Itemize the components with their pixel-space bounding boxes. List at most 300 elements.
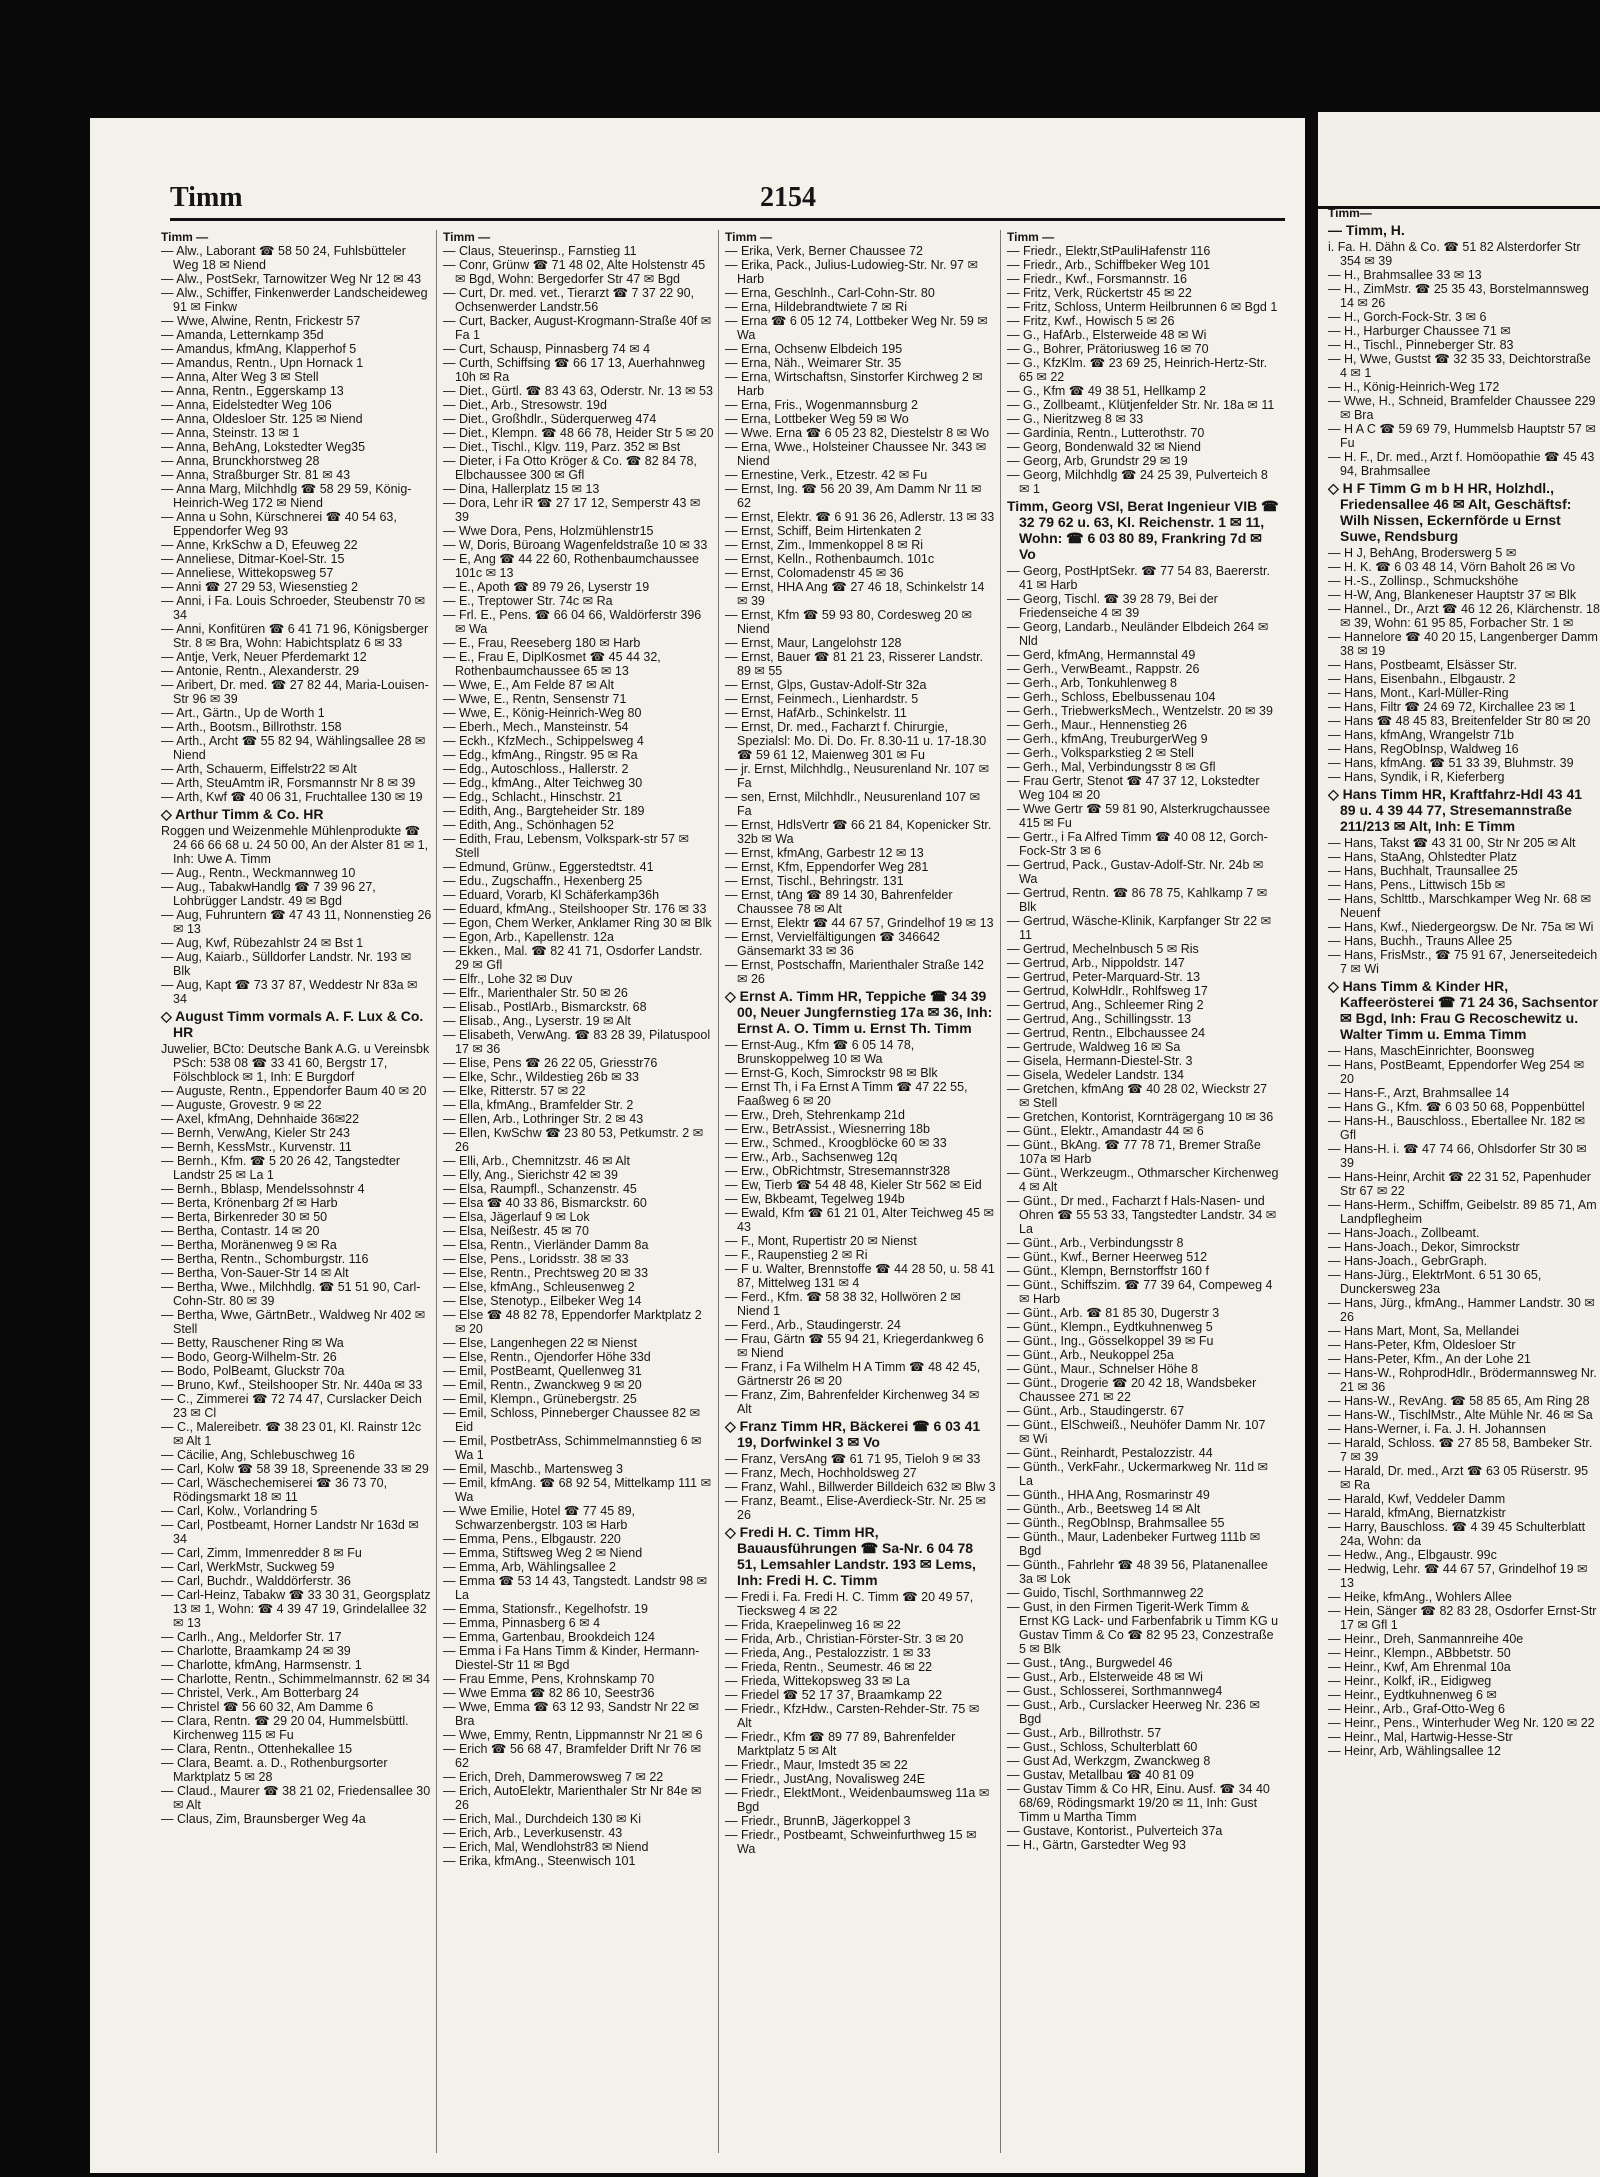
directory-entry: — Ew, Tierb ☎ 54 48 48, Kieler Str 562 ✉ Eid xyxy=(725,1178,982,1192)
directory-entry: — Claus, Steuerinsp., Farnstieg 11 xyxy=(443,244,637,258)
directory-entry: — Ernst, kfmAng, Garbestr 12 ✉ 13 xyxy=(725,846,924,860)
directory-entry: — Hans, MaschEinrichter, Boonsweg xyxy=(1328,1044,1535,1058)
directory-entry: — Gerd, kfmAng, Hermannstal 49 xyxy=(1007,648,1196,662)
directory-entry: — Emil, Rentn., Zwanckweg 9 ✉ 20 xyxy=(443,1378,642,1392)
directory-entry: — Günt., Arb. ☎ 81 85 30, Dugerstr 3 xyxy=(1007,1306,1220,1320)
directory-entry: — Wwe Emma ☎ 82 86 10, Seestr36 xyxy=(443,1686,655,1700)
directory-entry: — Edg., Schlacht., Hinschstr. 21 xyxy=(443,790,623,804)
directory-entry: — Georg, Tischl. ☎ 39 28 79, Bei der Friedenseiche 4 ✉ 39 xyxy=(1007,592,1218,620)
directory-entry: — Hans ☎ 48 45 83, Breitenfelder Str 80 ✉ 20 xyxy=(1328,714,1591,728)
directory-entry: — Carl-Heinz, Tabakw ☎ 33 30 31, Georgsplatz 13 ✉ 1, Wohn: ☎ 4 39 47 19, Grindelallee 32 ✉ 13 xyxy=(161,1588,431,1630)
directory-entry: — Günt., BkAng. ☎ 77 78 71, Bremer Straße 107a ✉ Harb xyxy=(1007,1138,1261,1166)
directory-entry: ◇ Arthur Timm & Co. HR xyxy=(161,806,324,822)
column-head: Timm — xyxy=(161,230,209,244)
directory-entry: — Ekken., Mal. ☎ 82 41 71, Osdorfer Landstr. 29 ✉ Gfl xyxy=(443,944,703,972)
directory-entry: — Erich, Mal, Wendlohstr83 ✉ Niend xyxy=(443,1840,649,1854)
directory-entry: — Bruno, Kwf., Steilshooper Str. Nr. 440a ✉ 33 xyxy=(161,1378,423,1392)
directory-entry: — Emil, PostbetrAss, Schimmelmannstieg 6 ✉ Wa 1 xyxy=(443,1434,702,1462)
directory-entry: — Günth., VerkFahr., Uckermarkweg Nr. 11d ✉ La xyxy=(1007,1460,1269,1488)
directory-entry: — Anna, Eidelstedter Weg 106 xyxy=(161,398,332,412)
directory-entry: — E., Frau E, DiplKosmet ☎ 45 44 32, Rothenbaumchaussee 65 ✉ 13 xyxy=(443,650,661,678)
directory-entry: — Hans, Pens., Littwisch 15b ✉ xyxy=(1328,878,1506,892)
directory-entry: — Erna, Geschlnh., Carl-Cohn-Str. 80 xyxy=(725,286,935,300)
directory-entry: — Friedr., Kfm ☎ 89 77 89, Bahrenfelder Marktplatz 5 ✉ Alt xyxy=(725,1730,956,1758)
directory-entry: — Diet., Klempn. ☎ 48 66 78, Heider Str 5 ✉ 20 xyxy=(443,426,714,440)
directory-entry: — Ernst, Schiff, Beim Hirtenkaten 2 xyxy=(725,524,922,538)
directory-entry: — Emil, PostBeamt, Quellenweg 31 xyxy=(443,1364,642,1378)
directory-entry: — Auguste, Grovestr. 9 ✉ 22 xyxy=(161,1098,322,1112)
directory-entry: — Fritz, Verk, Rückertstr 45 ✉ 22 xyxy=(1007,286,1192,300)
directory-entry: — Ferd., Arb., Staudingerstr. 24 xyxy=(725,1318,901,1332)
directory-entry: ◇ Hans Timm HR, Kraftfahrz-Hdl 43 41 89 u. 4 39 44 77, Stresemannstraße 211/213 ✉ Alt, Inh: E Timm xyxy=(1328,786,1583,834)
directory-entry: — Anni, Konfitüren ☎ 6 41 71 96, Königsberger Str. 8 ✉ Bra, Wohn: Habichtsplatz 6 ✉ 33 xyxy=(161,622,429,650)
directory-entry: — Gust., Arb., Billrothstr. 57 xyxy=(1007,1726,1162,1740)
directory-entry: — Erw., Arb., Sachsenweg 12q xyxy=(725,1150,898,1164)
directory-entry: — Heinr., Klempn., ABbbetstr. 50 xyxy=(1328,1646,1511,1660)
directory-entry: — Günt., Arb., Staudingerstr. 67 xyxy=(1007,1404,1185,1418)
directory-entry: — Erna, Ochsenw Elbdeich 195 xyxy=(725,342,903,356)
column-head: Timm— xyxy=(1328,206,1372,220)
directory-entry: — Anneliese, Ditmar-Koel-Str. 15 xyxy=(161,552,345,566)
directory-entry: — H. F., Dr. med., Arzt f. Homöopathie ☎ 45 43 94, Brahmsallee xyxy=(1328,450,1595,478)
directory-entry: — Frau Emme, Pens, Krohnskamp 70 xyxy=(443,1672,655,1686)
directory-page-right xyxy=(1318,112,1600,2177)
directory-entry: — Erika, Pack., Julius-Ludowieg-Str. Nr. 97 ✉ Harb xyxy=(725,258,978,286)
directory-entry: — Hans, Filtr ☎ 24 69 72, Kirchallee 23 ✉ 1 xyxy=(1328,700,1576,714)
directory-entry: — Heinr, Arb, Wählingsallee 12 xyxy=(1328,1744,1502,1758)
directory-entry: — Carl, Buchdr., Walddörferstr. 36 xyxy=(161,1574,351,1588)
directory-entry: — Cäcilie, Ang, Schlebuschweg 16 xyxy=(161,1448,355,1462)
column-head: Timm — xyxy=(443,230,491,244)
directory-entry: — Erich, Arb., Leverkusenstr. 43 xyxy=(443,1826,623,1840)
directory-entry: — Hans-W., RevAng. ☎ 58 85 65, Am Ring 28 xyxy=(1328,1394,1590,1408)
directory-entry: — Hans-Herm., Schiffm, Geibelstr. 89 85 71, Am Landpflegheim xyxy=(1328,1198,1597,1226)
directory-entry: — Amandus, kfmAng, Klapperhof 5 xyxy=(161,342,357,356)
directory-entry: — Franz, VersAng ☎ 61 71 95, Tieloh 9 ✉ 33 xyxy=(725,1452,981,1466)
directory-entry: — Emma, Arb, Wählingsallee 2 xyxy=(443,1560,616,1574)
directory-entry: — Bertha, Moränenweg 9 ✉ Ra xyxy=(161,1238,337,1252)
directory-entry: — Diet., Tischl., Klgv. 119, Parz. 352 ✉ Bst xyxy=(443,440,681,454)
directory-entry: — Anna, Alter Weg 3 ✉ Stell xyxy=(161,370,319,384)
directory-entry: — Anna u Sohn, Kürschnerei ☎ 40 54 63, Eppendorfer Weg 93 xyxy=(161,510,397,538)
directory-entry: — Charlotte, Braamkamp 24 ✉ 39 xyxy=(161,1644,351,1658)
directory-page-left xyxy=(90,118,1305,2173)
directory-entry: — Hans-H., Bauschloss., Ebertallee Nr. 182 ✉ Gfl xyxy=(1328,1114,1586,1142)
directory-entry: — Hans, Takst ☎ 43 31 00, Str Nr 205 ✉ Alt xyxy=(1328,836,1576,850)
directory-entry: — Ernst, tAng ☎ 89 14 30, Bahrenfelder Chaussee 78 ✉ Alt xyxy=(725,888,953,916)
directory-entry: — Bernh, KessMstr., Kurvenstr. 11 xyxy=(161,1140,352,1154)
directory-entry: — Ernst, Kfm, Eppendorfer Weg 281 xyxy=(725,860,929,874)
directory-entry: — Aug, Kwf, Rübezahlstr 24 ✉ Bst 1 xyxy=(161,936,364,950)
directory-entry: — Eduard, kfmAng., Steilshooper Str. 176 ✉ 33 xyxy=(443,902,707,916)
directory-entry: i. Fa. H. Dähn & Co. ☎ 51 82 Alsterdorfer Str 354 ✉ 39 xyxy=(1328,240,1581,268)
directory-entry: — Gerh., TriebwerksMech., Wentzelstr. 20 ✉ 39 xyxy=(1007,704,1273,718)
directory-entry: — Arth., Archt ☎ 55 82 94, Wählingsallee 28 ✉ Niend xyxy=(161,734,426,762)
directory-entry: — Carl, Kolw., Vorlandring 5 xyxy=(161,1504,318,1518)
directory-entry: — Franz, Mech, Hochholdsweg 27 xyxy=(725,1466,917,1480)
directory-entry: — Frau Gertr, Stenot ☎ 47 37 12, Lokstedter Weg 104 ✉ 20 xyxy=(1007,774,1260,802)
directory-entry: — Wwe, Alwine, Rentn, Frickestr 57 xyxy=(161,314,361,328)
column-head: Timm — xyxy=(725,230,773,244)
directory-entry: — Carl, Postbeamt, Horner Landstr Nr 163d ✉ 34 xyxy=(161,1518,419,1546)
directory-entry: ◇ Franz Timm HR, Bäckerei ☎ 6 03 41 19, Dorfwinkel 3 ✉ Vo xyxy=(725,1418,981,1450)
directory-entry: — Gerh., Volksparkstieg 2 ✉ Stell xyxy=(1007,746,1194,760)
directory-entry: — Friedr., Elektr,StPauliHafenstr 116 xyxy=(1007,244,1211,258)
directory-entry: — Emil, kfmAng. ☎ 68 92 54, Mittelkamp 111 ✉ Wa xyxy=(443,1476,712,1504)
directory-entry: — Auguste, Rentn., Eppendorfer Baum 40 ✉ 20 xyxy=(161,1084,427,1098)
directory-entry: — Günt., Maur., Schnelser Höhe 8 xyxy=(1007,1362,1199,1376)
directory-entry: — Gertrud, Pack., Gustav-Adolf-Str. Nr. 24b ✉ Wa xyxy=(1007,858,1264,886)
directory-entry: — Gustave, Kontorist., Pulverteich 37a xyxy=(1007,1824,1223,1838)
directory-entry: — F u. Walter, Brennstoffe ☎ 44 28 50, u. 58 41 87, Mittelweg 131 ✉ 4 xyxy=(725,1262,995,1290)
directory-entry: — Wwe Gertr ☎ 59 81 90, Alsterkrugchaussee 415 ✉ Fu xyxy=(1007,802,1270,830)
directory-entry: — Diet., Arb., Stresowstr. 19d xyxy=(443,398,607,412)
directory-entry: — Emma, Stiftsweg Weg 2 ✉ Niend xyxy=(443,1546,643,1560)
directory-entry: — Gust., tAng., Burgwedel 46 xyxy=(1007,1656,1173,1670)
directory-entry: — Elke, Schr., Wildestieg 26b ✉ 33 xyxy=(443,1070,639,1084)
directory-entry: — E., Treptower Str. 74c ✉ Ra xyxy=(443,594,613,608)
directory-entry: — Edith, Ang., Bargteheider Str. 189 xyxy=(443,804,645,818)
directory-entry: — H., Gorch-Fock-Str. 3 ✉ 6 xyxy=(1328,310,1487,324)
directory-column xyxy=(1001,230,1283,2153)
directory-entry: ◇ Hans Timm & Kinder HR, Kaffeerösterei ☎ 71 24 36, Sachsentor ✉ Bgd, Inh: Frau G Recoschewitz u. Walter Timm u. Emma Timm xyxy=(1328,978,1598,1042)
directory-entry: — Elke, Ritterstr. 57 ✉ 22 xyxy=(443,1084,586,1098)
directory-entry: — Hein, Sänger ☎ 82 83 28, Osdorfer Ernst-Str 17 ✉ Gfl 1 xyxy=(1328,1604,1597,1632)
directory-entry: — Günt., Arb., Verbindungsstr 8 xyxy=(1007,1236,1184,1250)
directory-entry: — Anna, Oldesloer Str. 125 ✉ Niend xyxy=(161,412,363,426)
directory-entry: — Emil, Maschb., Martensweg 3 xyxy=(443,1462,623,1476)
directory-entry: — Ernst, Zim., Immenkoppel 8 ✉ Ri xyxy=(725,538,924,552)
directory-entry: — Hans-H. i. ☎ 47 74 66, Ohlsdorfer Str 30 ✉ 39 xyxy=(1328,1142,1587,1170)
directory-entry: — Ernst, HafArb., Schinkelstr. 11 xyxy=(725,706,907,720)
directory-entry: — H. K. ☎ 6 03 48 14, Vörn Baholt 26 ✉ Vo xyxy=(1328,560,1576,574)
directory-entry: — Wwe Emilie, Hotel ☎ 77 45 89, Schwarzenbergstr. 103 ✉ Harb xyxy=(443,1504,636,1532)
directory-entry: — Bertha, Von-Sauer-Str 14 ✉ Alt xyxy=(161,1266,349,1280)
directory-entry: — Else, Rentn., Prechtsweg 20 ✉ 33 xyxy=(443,1266,649,1280)
directory-entry: — H J, BehAng, Broderswerg 5 ✉ xyxy=(1328,546,1517,560)
directory-entry: — Gertrud, Ang., Schillingsstr. 13 xyxy=(1007,1012,1192,1026)
directory-entry: — Heinr., Pens., Winterhuder Weg Nr. 120 ✉ 22 xyxy=(1328,1716,1595,1730)
directory-entry: — Aug., TabakwHandlg ☎ 7 39 96 27, Lohbrügger Landstr. 49 ✉ Bgd xyxy=(161,880,376,908)
directory-entry: — E., Frau, Reeseberg 180 ✉ Harb xyxy=(443,636,641,650)
directory-entry: — Hans-Jürg., ElektrMont. 6 51 30 65, Dunckersweg 23a xyxy=(1328,1268,1542,1296)
directory-entry: — Anna, BehAng, Lokstedter Weg35 xyxy=(161,440,366,454)
directory-entry: — Gretchen, kfmAng ☎ 40 28 02, Wieckstr 27 ✉ Stell xyxy=(1007,1082,1268,1110)
directory-entry: — Günt., Werkzeugm., Othmarscher Kirchenweg 4 ✉ Alt xyxy=(1007,1166,1279,1194)
directory-entry: — Hans, Syndik, i R, Kieferberg xyxy=(1328,770,1505,784)
directory-entry: — Elise, Pens ☎ 26 22 05, Griesstr76 xyxy=(443,1056,658,1070)
directory-entry: ◇ Ernst A. Timm HR, Teppiche ☎ 34 39 00, Neuer Jungfernstieg 17a ✉ 36, Inh: Ernst A. O. Timm u. Ernst Th. Timm xyxy=(725,988,993,1036)
directory-entry: — G., KfzKlm. ☎ 23 69 25, Heinrich-Hertz-Str. 65 ✉ 22 xyxy=(1007,356,1268,384)
directory-entry: — Heike, kfmAng., Wohlers Allee xyxy=(1328,1590,1512,1604)
directory-entry: — Emma i Fa Hans Timm & Kinder, Hermann-Diestel-Str 11 ✉ Bgd xyxy=(443,1644,700,1672)
directory-entry: — Hans, RegObInsp, Waldweg 16 xyxy=(1328,742,1519,756)
directory-entry: — H., Gärtn, Garstedter Weg 93 xyxy=(1007,1838,1187,1852)
directory-entry: — Fredi i. Fa. Fredi H. C. Timm ☎ 20 49 57, Tiecksweg 4 ✉ 22 xyxy=(725,1590,974,1618)
directory-entry: — G., Nieritzweg 8 ✉ 33 xyxy=(1007,412,1144,426)
directory-entry: — Ernestine, Verk., Etzestr. 42 ✉ Fu xyxy=(725,468,928,482)
directory-entry: — Carl, Kolw ☎ 58 39 18, Spreenende 33 ✉ 29 xyxy=(161,1462,429,1476)
directory-entry: — Arth., Bootsm., Billrothstr. 158 xyxy=(161,720,342,734)
directory-entry: — Dina, Hallerplatz 15 ✉ 13 xyxy=(443,482,600,496)
directory-entry: — Emil, Schloss, Pinneberger Chaussee 82 ✉ Eid xyxy=(443,1406,701,1434)
directory-entry: — Frl. E., Pens. ☎ 66 04 66, Waldörferstr 396 ✉ Wa xyxy=(443,608,702,636)
right-page-entries xyxy=(1328,222,1600,1758)
directory-entry: — Gust, in den Firmen Tigerit-Werk Timm & Ernst KG Lack- und Farbenfabrik u Timm KG u Gustav Timm & Co ☎ 82 95 23, Conzestraße 5 ✉ Blk xyxy=(1007,1600,1279,1656)
directory-entry: — Friedr., JustAng, Novalisweg 24E xyxy=(725,1772,926,1786)
directory-entry: — Gust., Arb., Elsterweide 48 ✉ Wi xyxy=(1007,1670,1203,1684)
directory-entry: — Günt., Arb., Neukoppel 25a xyxy=(1007,1348,1174,1362)
directory-entry: — Elly, Ang., Sierichstr 42 ✉ 39 xyxy=(443,1168,618,1182)
directory-entry: — Edith, Ang., Schönhagen 52 xyxy=(443,818,614,832)
directory-entry: — Conr, Grünw ☎ 71 48 02, Alte Holstenstr 45 ✉ Bgd, Wohn: Bergedorfer Str 47 ✉ Bgd xyxy=(443,258,706,286)
directory-entry: — Elfr., Lohe 32 ✉ Duv xyxy=(443,972,573,986)
directory-entry: — Hans-W., RohprodHdlr., Brödermannsweg Nr. 21 ✉ 36 xyxy=(1328,1366,1597,1394)
directory-entry: — Günt., Dr med., Facharzt f Hals-Nasen- und Ohren ☎ 55 53 33, Tangstedter Landstr. 34 ✉ La xyxy=(1007,1194,1277,1236)
directory-entry: — Dora, Lehr iR ☎ 27 17 12, Semperstr 43 ✉ 39 xyxy=(443,496,701,524)
directory-entry: — Hans, Eisenbahn., Elbgaustr. 2 xyxy=(1328,672,1516,686)
directory-entry: — sen, Ernst, Milchhdlr., Neusurenland 107 ✉ Fa xyxy=(725,790,981,818)
directory-entry: — Alw., Schiffer, Finkenwerder Landscheideweg 91 ✉ Finkw xyxy=(161,286,428,314)
directory-entry: — Aug, Kapt ☎ 73 37 87, Weddestr Nr 83a ✉ 34 xyxy=(161,978,418,1006)
directory-entry: — Emma, Pens., Elbgaustr. 220 xyxy=(443,1532,621,1546)
directory-entry: — Gerh., VerwBeamt., Rappstr. 26 xyxy=(1007,662,1200,676)
directory-entry: — E, Ang ☎ 44 22 60, Rothenbaumchaussee 101c ✉ 13 xyxy=(443,552,700,580)
directory-entry: — F., Mont, Rupertistr 20 ✉ Nienst xyxy=(725,1234,917,1248)
directory-entry: — Günth., Maur, Ladenbeker Furtweg 111b ✉ Bgd xyxy=(1007,1530,1261,1558)
directory-entry: — Anne, KrkSchw a D, Efeuweg 22 xyxy=(161,538,358,552)
directory-entry: — Hans Mart, Mont, Sa, Mellandei xyxy=(1328,1324,1520,1338)
directory-entry: — Bodo, PolBeamt, Gluckstr 70a xyxy=(161,1364,345,1378)
directory-entry: — Erna, Fris., Wogenmannsburg 2 xyxy=(725,398,918,412)
directory-entry: — Günth., Fahrlehr ☎ 48 39 56, Platanenallee 3a ✉ Lok xyxy=(1007,1558,1268,1586)
directory-entry: — Else, Rentn., Ojendorfer Höhe 33d xyxy=(443,1350,651,1364)
directory-entry: — Franz, Wahl., Billwerder Billdeich 632 ✉ Blw 3 xyxy=(725,1480,996,1494)
directory-entry: — Diet., Großhdlr., Süderquerweg 474 xyxy=(443,412,657,426)
directory-entry: — Günth., Arb., Beetsweg 14 ✉ Alt xyxy=(1007,1502,1201,1516)
directory-entry: — Ernst, Maur, Langelohstr 128 xyxy=(725,636,902,650)
directory-entry: — Harry, Bauschloss. ☎ 4 39 45 Schulterblatt 24a, Wohn: da xyxy=(1328,1520,1586,1548)
directory-entry: — Frau, Gärtn ☎ 55 94 21, Kriegerdankweg 6 ✉ Niend xyxy=(725,1332,984,1360)
directory-entry: — Friedr., ElektMont., Weidenbaumsweg 11a ✉ Bgd xyxy=(725,1786,990,1814)
directory-entry: — Hans-Heinr, Archit ☎ 22 31 52, Papenhuder Str 67 ✉ 22 xyxy=(1328,1170,1591,1198)
directory-entry: — Erna, Wwe., Holsteiner Chaussee Nr. 343 ✉ Niend xyxy=(725,440,987,468)
directory-entry: — Ernst, Postschaffn, Marienthaler Straße 142 ✉ 26 xyxy=(725,958,984,986)
directory-entry: — Frieda, Wittekopsweg 33 ✉ La xyxy=(725,1674,910,1688)
directory-entry: — Clara, Rentn. ☎ 29 20 04, Hummelsbüttl. Kirchenweg 115 ✉ Fu xyxy=(161,1714,409,1742)
directory-entry: — Erw., ObRichtmstr, Stresemannstr328 xyxy=(725,1164,951,1178)
directory-entry: — Georg, Arb, Grundstr 29 ✉ 19 xyxy=(1007,454,1188,468)
directory-entry: — G., Bohrer, Prätoriusweg 16 ✉ 70 xyxy=(1007,342,1209,356)
directory-entry: — Günt., Klempn., Eydtkuhnenweg 5 xyxy=(1007,1320,1213,1334)
directory-entry: — Günt., Kwf., Berner Heerweg 512 xyxy=(1007,1250,1208,1264)
directory-entry: — Frida, Arb., Christian-Förster-Str. 3 ✉ 20 xyxy=(725,1632,964,1646)
directory-entry: — Harald, kfmAng, Biernatzkistr xyxy=(1328,1506,1506,1520)
directory-entry: — Heinr., Eydtkuhnenweg 6 ✉ xyxy=(1328,1688,1497,1702)
directory-entry: — Günt., Reinhardt, Pestalozzistr. 44 xyxy=(1007,1446,1213,1460)
directory-entry: — Hans, kfmAng, Wrangelstr 71b xyxy=(1328,728,1514,742)
directory-entry: — H.-S., Zollinsp., Schmuckshöhe xyxy=(1328,574,1519,588)
directory-entry: — Erw., BetrAssist., Wiesnerring 18b xyxy=(725,1122,930,1136)
directory-entry: — Bertha, Rentn., Schomburgstr. 116 xyxy=(161,1252,369,1266)
directory-entry: — Wwe, H., Schneid, Bramfelder Chaussee 229 ✉ Bra xyxy=(1328,394,1596,422)
directory-entry: Timm, Georg VSI, Berat Ingenieur VIB ☎ 32 79 62 u. 63, Kl. Reichenstr. 1 ✉ 11, Wohn: ☎ 6 03 80 89, Frankring 7d ✉ Vo xyxy=(1007,498,1279,562)
directory-entry: — Ellen, KwSchw ☎ 23 80 53, Petkumstr. 2 ✉ 26 xyxy=(443,1126,704,1154)
column-head: Timm — xyxy=(1007,230,1055,244)
directory-entry: — Bernh., Bblasp, Mendelssohnstr 4 xyxy=(161,1182,365,1196)
directory-entry: — Anni ☎ 27 29 53, Wiesenstieg 2 xyxy=(161,580,358,594)
directory-entry: — Carl, WerkMstr, Suckweg 59 xyxy=(161,1560,335,1574)
directory-entry: — Dieter, i Fa Otto Kröger & Co. ☎ 82 84 78, Elbchaussee 300 ✉ Gfl xyxy=(443,454,697,482)
directory-entry: — Betty, Rauschener Ring ✉ Wa xyxy=(161,1336,344,1350)
directory-entry: — Gerh., Maur., Hennenstieg 26 xyxy=(1007,718,1187,732)
directory-entry: — Emil, Klempn., Grünebergstr. 25 xyxy=(443,1392,637,1406)
directory-entry: — Wwe, E., Rentn, Sensenstr 71 xyxy=(443,692,627,706)
directory-entry: — Georg, PostHptSekr. ☎ 77 54 83, Baererstr. 41 ✉ Harb xyxy=(1007,564,1270,592)
directory-entry: — Carlh., Ang., Meldorfer Str. 17 xyxy=(161,1630,342,1644)
directory-entry: — Wwe, Emma ☎ 63 12 93, Sandstr Nr 22 ✉ Bra xyxy=(443,1700,699,1728)
directory-entry: — Hedwig, Lehr. ☎ 44 67 57, Grindelhof 19 ✉ 13 xyxy=(1328,1562,1588,1590)
directory-entry: — Eckh., KfzMech., Schippelsweg 4 xyxy=(443,734,644,748)
directory-entry: — G., Kfm ☎ 49 38 51, Hellkamp 2 xyxy=(1007,384,1206,398)
directory-entry: — Ernst Th, i Fa Ernst A Timm ☎ 47 22 55, Faaßweg 6 ✉ 20 xyxy=(725,1080,968,1108)
directory-entry: — Curt, Dr. med. vet., Tierarzt ☎ 7 37 22 90, Ochsenwerder Landstr.56 xyxy=(443,286,695,314)
directory-entry: — Ernst-G, Koch, Simrockstr 98 ✉ Blk xyxy=(725,1066,938,1080)
directory-entry: — Elsa, Neißestr. 45 ✉ 70 xyxy=(443,1224,589,1238)
directory-entry: — Bernh., Kfm. ☎ 5 20 26 42, Tangstedter Landstr 25 ✉ La 1 xyxy=(161,1154,401,1182)
directory-entry: Roggen und Weizenmehle Mühlenprodukte ☎ 24 66 66 68 u. 24 50 00, An der Alster 81 ✉ 1, Inh: Uwe A. Timm xyxy=(161,824,429,866)
directory-entry: — Arth, Schauerm, Eiffelstr22 ✉ Alt xyxy=(161,762,357,776)
directory-entry: — Gertrud, Rentn., Elbchaussee 24 xyxy=(1007,1026,1206,1040)
directory-entry: — Anna, Steinstr. 13 ✉ 1 xyxy=(161,426,300,440)
directory-entry: — Edmund, Grünw., Eggerstedtstr. 41 xyxy=(443,860,654,874)
directory-entry: — Aribert, Dr. med. ☎ 27 82 44, Maria-Louisen-Str 96 ✉ 39 xyxy=(161,678,429,706)
directory-entry: — Harald, Schloss. ☎ 27 85 58, Bambeker Str. 7 ✉ 39 xyxy=(1328,1436,1593,1464)
directory-entry: — Friedel ☎ 52 17 37, Braamkamp 22 xyxy=(725,1688,943,1702)
directory-entry: — Heinr., Arb., Graf-Otto-Weg 6 xyxy=(1328,1702,1505,1716)
directory-entry: — Edg., kfmAng., Ringstr. 95 ✉ Ra xyxy=(443,748,638,762)
directory-entry: — Hans, Buchhalt, Traunsallee 25 xyxy=(1328,864,1518,878)
directory-entry: — H., Harburger Chaussee 71 ✉ xyxy=(1328,324,1511,338)
directory-entry: — Hans-Joach., Dekor, Simrockstr xyxy=(1328,1240,1520,1254)
directory-entry: — Gretchen, Kontorist, Kornträgergang 10 ✉ 36 xyxy=(1007,1110,1274,1124)
directory-entry: — Ernst, Feinmech., Lienhardstr. 5 xyxy=(725,692,919,706)
page-header xyxy=(170,178,1285,221)
directory-entry: — Gust Ad, Werkzgm, Zwanckweg 8 xyxy=(1007,1754,1211,1768)
directory-entry: — Erika, Verk, Berner Chaussee 72 xyxy=(725,244,924,258)
directory-entry: — Ernst, Dr. med., Facharzt f. Chirurgie, Spezialsl: Mo. Di. Do. Fr. 8.30-11 u. 17-18.30 ☎ 59 61 12, Maienweg 301 ✉ Fu xyxy=(725,720,987,762)
directory-entry: — Aug, Fuhruntern ☎ 47 43 11, Nonnenstieg 26 ✉ 13 xyxy=(161,908,432,936)
directory-entry: — Harald, Kwf, Veddeler Damm xyxy=(1328,1492,1506,1506)
directory-entry: — Gust., Schlosserei, Sorthmannweg4 xyxy=(1007,1684,1223,1698)
directory-entry: — Günt., Schiffszim. ☎ 77 39 64, Compeweg 4 ✉ Harb xyxy=(1007,1278,1273,1306)
directory-entry: — Else, Pens., Loridsstr. 38 ✉ 33 xyxy=(443,1252,629,1266)
directory-entry: — Erich, Mal., Durchdeich 130 ✉ Ki xyxy=(443,1812,642,1826)
directory-entry: — Amandus, Rentn., Upn Hornack 1 xyxy=(161,356,364,370)
directory-entry: — Ernst, Elektr. ☎ 6 91 36 26, Adlerstr. 13 ✉ 33 xyxy=(725,510,995,524)
directory-entry: — Else, Stenotyp., Eilbeker Weg 14 xyxy=(443,1294,642,1308)
directory-entry: — Hans-Peter, Kfm., An der Lohe 21 xyxy=(1328,1352,1531,1366)
directory-entry: — Frieda, Ang., Pestalozzistr. 1 ✉ 33 xyxy=(725,1646,931,1660)
directory-entry: — Erna, Hildebrandtwiete 7 ✉ Ri xyxy=(725,300,908,314)
directory-entry: — Axel, kfmAng, Dehnhaide 36✉22 xyxy=(161,1112,360,1126)
directory-entry: — Ernst, Kfm ☎ 59 93 80, Cordesweg 20 ✉ Niend xyxy=(725,608,972,636)
directory-entry: — Günt., Klempn, Bernstorffstr 160 f xyxy=(1007,1264,1209,1278)
directory-entry: — Erw., Dreh, Stehrenkamp 21d xyxy=(725,1108,905,1122)
directory-entry: — Eberh., Mech., Mansteinstr. 54 xyxy=(443,720,629,734)
directory-entry: — Friedr., Kwf., Forsmannstr. 16 xyxy=(1007,272,1187,286)
directory-entry: — Gertrud, Wäsche-Klinik, Karpfanger Str 22 ✉ 11 xyxy=(1007,914,1272,942)
directory-entry: — Emma, Stationsfr., Kegelhofstr. 19 xyxy=(443,1602,648,1616)
directory-entry: — Anna, Brunckhorstweg 28 xyxy=(161,454,320,468)
directory-entry: — Elsa, Jägerlauf 9 ✉ Lok xyxy=(443,1210,590,1224)
directory-entry: — Gerh., Arb, Tonkuhlenweg 8 xyxy=(1007,676,1178,690)
directory-entry: — Erw., Schmed., Kroogblöcke 60 ✉ 33 xyxy=(725,1136,947,1150)
directory-entry: — Arth, Kwf ☎ 40 06 31, Fruchtallee 130 ✉ 19 xyxy=(161,790,423,804)
directory-entry: — Friedr., Postbeamt, Schweinfurthweg 15 ✉ Wa xyxy=(725,1828,977,1856)
directory-entry: — Eduard, Vorarb, Kl Schäferkamp36h xyxy=(443,888,660,902)
directory-entry: — Elisab., Ang., Lyserstr. 19 ✉ Alt xyxy=(443,1014,631,1028)
directory-entry: — Aug., Rentn., Weckmannweg 10 xyxy=(161,866,356,880)
directory-entry: — Hans-F., Arzt, Brahmsallee 14 xyxy=(1328,1086,1510,1100)
directory-entry: — Erna, Lottbeker Weg 59 ✉ Wo xyxy=(725,412,909,426)
directory-entry: — Curth, Schiffsing ☎ 66 17 13, Auerhahnweg 10h ✉ Ra xyxy=(443,356,706,384)
directory-entry: — Hedw., Ang., Elbgaustr. 99c xyxy=(1328,1548,1497,1562)
directory-entry: — Harald, Dr. med., Arzt ☎ 63 05 Rüserstr. 95 ✉ Ra xyxy=(1328,1464,1589,1492)
directory-entry: ◇ H F Timm G m b H HR, Holzhdl., Friedensallee 46 ✉ Alt, Geschäftsf: Wilh Nissen, Eckernförde u Ernst Suwe, Rendsburg xyxy=(1328,480,1572,544)
directory-entry: — Bertha, Wwe, GärtnBetr., Waldweg Nr 402 ✉ Stell xyxy=(161,1308,426,1336)
right-page-column xyxy=(1328,206,1600,2167)
directory-entry: — Carl, Zimm, Immenredder 8 ✉ Fu xyxy=(161,1546,362,1560)
directory-entry: — Gertrud, Mechelnbusch 5 ✉ Ris xyxy=(1007,942,1199,956)
directory-entry: — Wwe Dora, Pens, Holzmühlenstr15 xyxy=(443,524,654,538)
directory-entry: — Gerh., Schloss, Ebelbussenau 104 xyxy=(1007,690,1216,704)
directory-entry: — Alw., Laborant ☎ 58 50 24, Fuhlsbütteler Weg 18 ✉ Niend xyxy=(161,244,406,272)
directory-column xyxy=(719,230,1001,2153)
directory-entry: — Elsa, Raumpfl., Schanzenstr. 45 xyxy=(443,1182,637,1196)
directory-entry: — Edg., kfmAng., Alter Teichweg 30 xyxy=(443,776,643,790)
directory-entry: — Friedr., Maur, Imstedt 35 ✉ 22 xyxy=(725,1758,908,1772)
directory-entry: — Hans, StaAng, Ohlstedter Platz xyxy=(1328,850,1517,864)
directory-entry: — Elli, Arb., Chemnitzstr. 46 ✉ Alt xyxy=(443,1154,630,1168)
directory-entry: — H A C ☎ 59 69 79, Hummelsb Hauptstr 57 ✉ Fu xyxy=(1328,422,1596,450)
directory-entry: — Günth., RegObInsp, Brahmsallee 55 xyxy=(1007,1516,1225,1530)
directory-entry: — Gerh., kfmAng, TreuburgerWeg 9 xyxy=(1007,732,1208,746)
directory-column xyxy=(437,230,719,2153)
directory-entry: — Curt, Backer, August-Krogmann-Straße 40f ✉ Fa 1 xyxy=(443,314,712,342)
directory-entry: — Hans, kfmAng. ☎ 51 33 39, Bluhmstr. 39 xyxy=(1328,756,1574,770)
directory-entry: — Bodo, Georg-Wilhelm-Str. 26 xyxy=(161,1350,337,1364)
directory-entry: — Elisabeth, VerwAng. ☎ 83 28 39, Pilatuspool 17 ✉ 36 xyxy=(443,1028,711,1056)
directory-entry: — Hans, Mont., Karl-Müller-Ring xyxy=(1328,686,1509,700)
directory-entry: — Ernst, Elektr ☎ 44 67 57, Grindelhof 19 ✉ 13 xyxy=(725,916,994,930)
directory-entry: — Ernst, Ing. ☎ 56 20 39, Am Damm Nr 11 ✉ 62 xyxy=(725,482,982,510)
directory-entry: — Bernh, VerwAng, Kieler Str 243 xyxy=(161,1126,350,1140)
directory-entry: — H., ZimMstr. ☎ 25 35 43, Borstelmannsweg 14 ✉ 26 xyxy=(1328,282,1589,310)
directory-entry: — Anni, i Fa. Louis Schroeder, Steubenstr 70 ✉ 34 xyxy=(161,594,426,622)
directory-entry: — Hans-Peter, Kfm, Oldesloer Str xyxy=(1328,1338,1516,1352)
directory-entry: — H-W, Ang, Blankeneser Hauptstr 37 ✉ Blk xyxy=(1328,588,1577,602)
directory-entry: — Frida, Kraepelinweg 16 ✉ 22 xyxy=(725,1618,901,1632)
directory-entry: — Timm, H. xyxy=(1328,222,1405,238)
directory-entry: — Antje, Verk, Neuer Pferdemarkt 12 xyxy=(161,650,367,664)
directory-entry: — H, Wwe, Gustst ☎ 32 35 33, Deichtorstraße 4 ✉ 1 xyxy=(1328,352,1591,380)
directory-entry: — Georg, Bondenwald 32 ✉ Niend xyxy=(1007,440,1201,454)
directory-column xyxy=(155,230,437,2153)
directory-entry: — Claud., Maurer ☎ 38 21 02, Friedensallee 30 ✉ Alt xyxy=(161,1784,431,1812)
directory-entry: — Frieda, Rentn., Seumestr. 46 ✉ 22 xyxy=(725,1660,933,1674)
directory-entry: — Erna, Wirtschaftsn, Sinstorfer Kirchweg 2 ✉ Harb xyxy=(725,370,983,398)
